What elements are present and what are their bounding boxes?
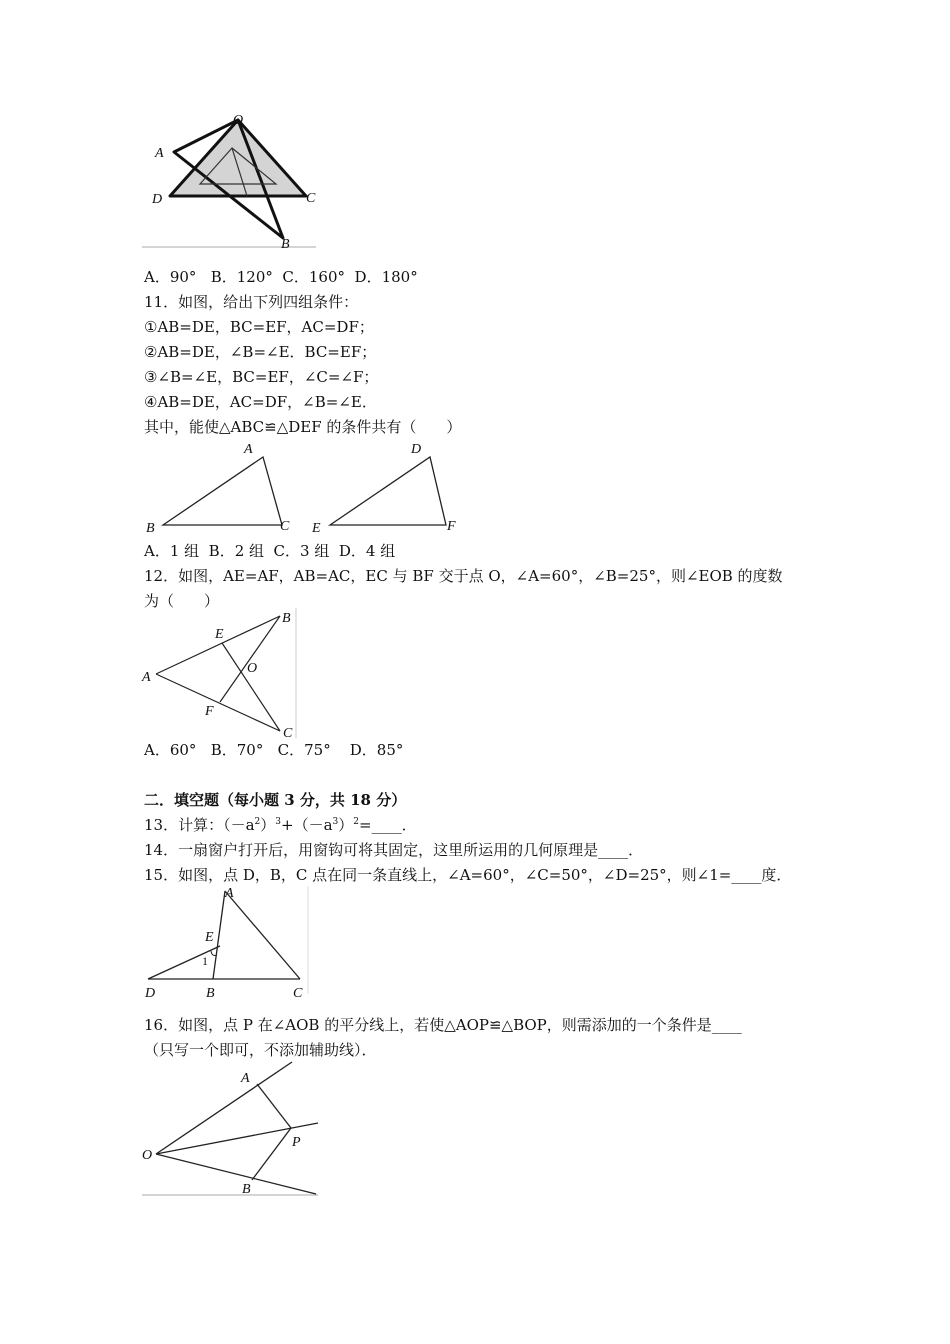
label-F: F: [205, 704, 214, 719]
label-F: F: [447, 519, 456, 534]
label-B: B: [282, 611, 291, 626]
label-B: B: [242, 1182, 251, 1197]
q11-condition-4: ④AB=DE，AC=DF，∠B=∠E．: [144, 393, 377, 411]
q11-stem: 11．如图，给出下列四组条件：: [144, 293, 359, 311]
label-C: C: [283, 726, 293, 741]
q14-text: 14．一扇窗户打开后，用窗钩可将其固定，这里所运用的几何原理是____．: [144, 841, 644, 859]
q12-stem-2: 为（ ）: [144, 592, 220, 610]
label-C: C: [280, 519, 290, 534]
q10-options: A．90° B．120° C．160° D．180°: [144, 268, 418, 286]
label-B: B: [146, 521, 155, 536]
q13-text: 13．计算：$(-a^2)^3+(-a^3)^2=\_\_\_\_$．: [144, 816, 417, 834]
q16-stem-2: （只写一个即可，不添加辅助线）．: [144, 1041, 377, 1059]
label-E: E: [205, 930, 214, 945]
label-A: A: [244, 442, 253, 457]
label-D: D: [152, 192, 163, 207]
figure-q16: [140, 1060, 325, 1200]
label-O: O: [142, 1148, 153, 1163]
label-C: C: [293, 986, 303, 999]
q11-condition-2: ②AB=DE，∠B=∠E．BC=EF；: [144, 343, 377, 361]
label-A: A: [241, 1071, 250, 1086]
triangle-ABC: [163, 457, 282, 525]
q11-condition-3: ③∠B=∠E，BC=EF，∠C=∠F；: [144, 368, 379, 386]
label-B: B: [206, 986, 215, 999]
q15-text: 15．如图，点 D，B，C 点在同一条直线上，∠A=60°，∠C=50°，∠D=25°，则∠1=____度．: [144, 866, 792, 884]
figure-q10: [140, 110, 325, 250]
label-A: A: [155, 146, 164, 161]
label-angle-1: 1: [202, 954, 208, 968]
figure-q11: [140, 437, 465, 537]
q11-options: A．1 组 B．2 组 C．3 组 D．4 组: [144, 542, 396, 560]
label-D: D: [145, 986, 156, 999]
label-E: E: [215, 627, 224, 642]
label-C: C: [306, 191, 316, 206]
q12-options: A．60° B．70° C．75° D．85°: [144, 741, 404, 759]
label-D: D: [411, 442, 422, 457]
section-2-title: 二．填空题（每小题 3 分，共 18 分）: [144, 791, 407, 809]
label-O: O: [247, 661, 258, 676]
figure-q12: [140, 606, 305, 741]
q11-ask: 其中，能使△ABC≌△DEF 的条件共有（ ）: [144, 418, 462, 436]
label-P: P: [292, 1135, 301, 1150]
label-O: O: [233, 113, 244, 128]
triangle-DEF: [330, 457, 446, 525]
figure-q15: [140, 884, 315, 999]
label-A: A: [225, 886, 234, 901]
gray-triangle: [170, 120, 306, 196]
q12-stem-1: 12．如图，AE=AF，AB=AC，EC 与 BF 交于点 O，∠A=60°，∠B=25°，则∠EOB 的度数: [144, 567, 783, 585]
label-A: A: [142, 670, 151, 685]
label-B: B: [281, 237, 290, 250]
q11-condition-1: ①AB=DE，BC=EF，AC=DF；: [144, 318, 374, 336]
label-E: E: [312, 521, 321, 536]
q16-stem-1: 16．如图，点 P 在∠AOB 的平分线上，若使△AOP≌△BOP，则需添加的一个条件是____: [144, 1016, 742, 1034]
